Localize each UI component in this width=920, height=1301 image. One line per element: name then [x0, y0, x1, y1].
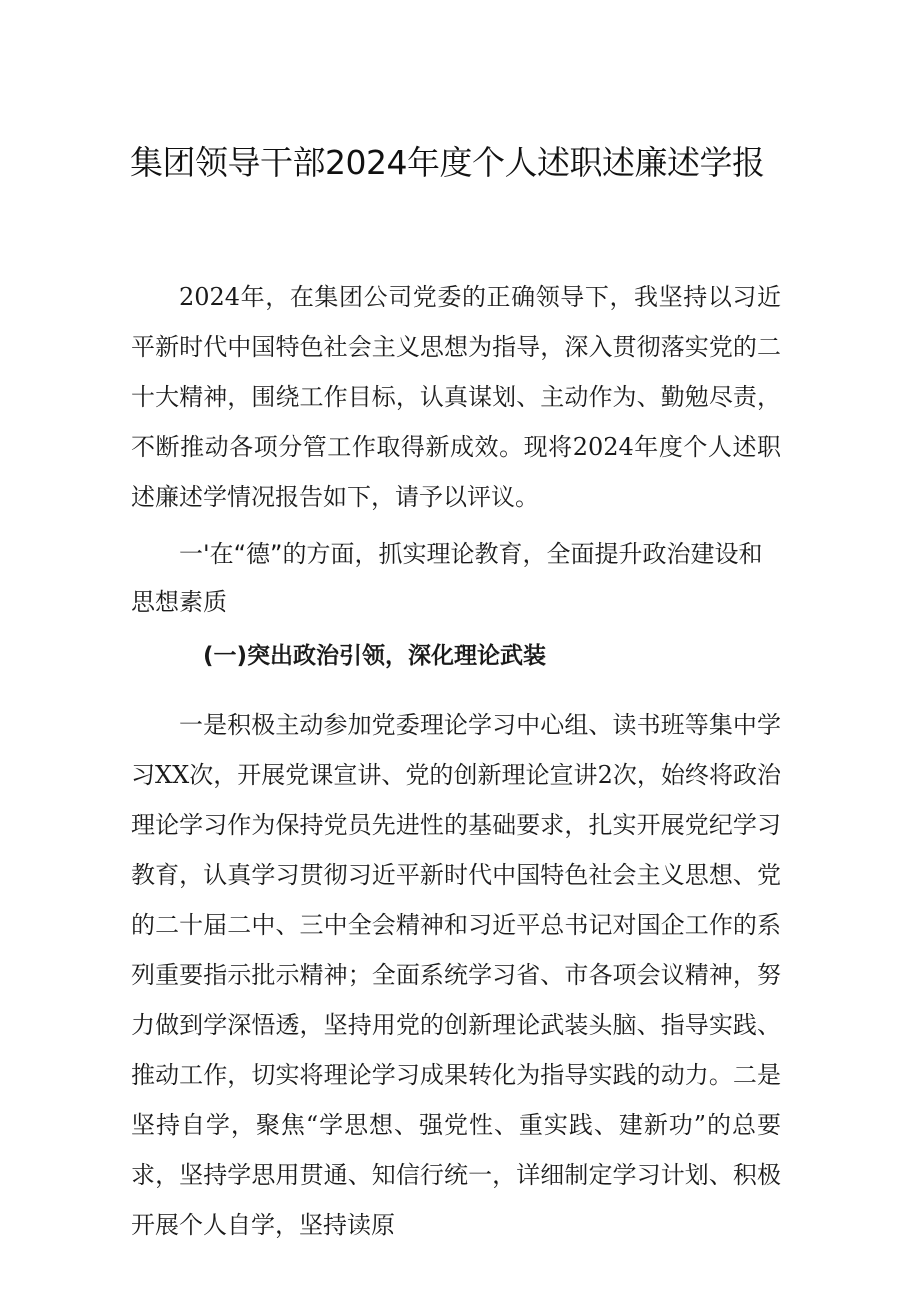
body-paragraph: 一是积极主动参加党委理论学习中心组、读书班等集中学习XX次，开展党课宣讲、党的创新理论宣讲2次，始终将政治理论学习作为保持党员先进性的基础要求，扎实开展党纪学习教育，认真学习贯彻习近平新时代中国特色社会主义思想、党的二十届二中、三中全会精神和习近平总书记对国企工作的系列重要指示批示精神；全面系统学习省、市各项会议精神，努力做到学深悟透，坚持用党的创新理论武装头脑、指导实践、推动工作，切实将理论学习成果转化为指导实践的动力。二是坚持自学，聚焦“学思想、强党性、重实践、建新功”的总要求，坚持学思用贯通、知信行统一，详细制定学习计划、积极开展个人自学，坚持读原	[131, 711, 781, 1239]
intro-paragraph: 2024年，在集团公司党委的正确领导下，我坚持以习近平新时代中国特色社会主义思想为指导，深入贯彻落实党的二十大精神，围绕工作目标，认真谋划、主动作为、勤勉尽责，不断推动各项分管工作取得新成效。现将2024年度个人述职述廉述学情况报告如下，请予以评议。	[131, 283, 781, 511]
document-title: 集团领导干部2024年度个人述职述廉述学报	[130, 143, 765, 182]
section-heading: 一'在“德”的方面，抓实理论教育，全面提升政治建设和思想素质	[131, 540, 763, 616]
subsection-heading: (一)突出政治引领，深化理论武装	[203, 643, 547, 669]
